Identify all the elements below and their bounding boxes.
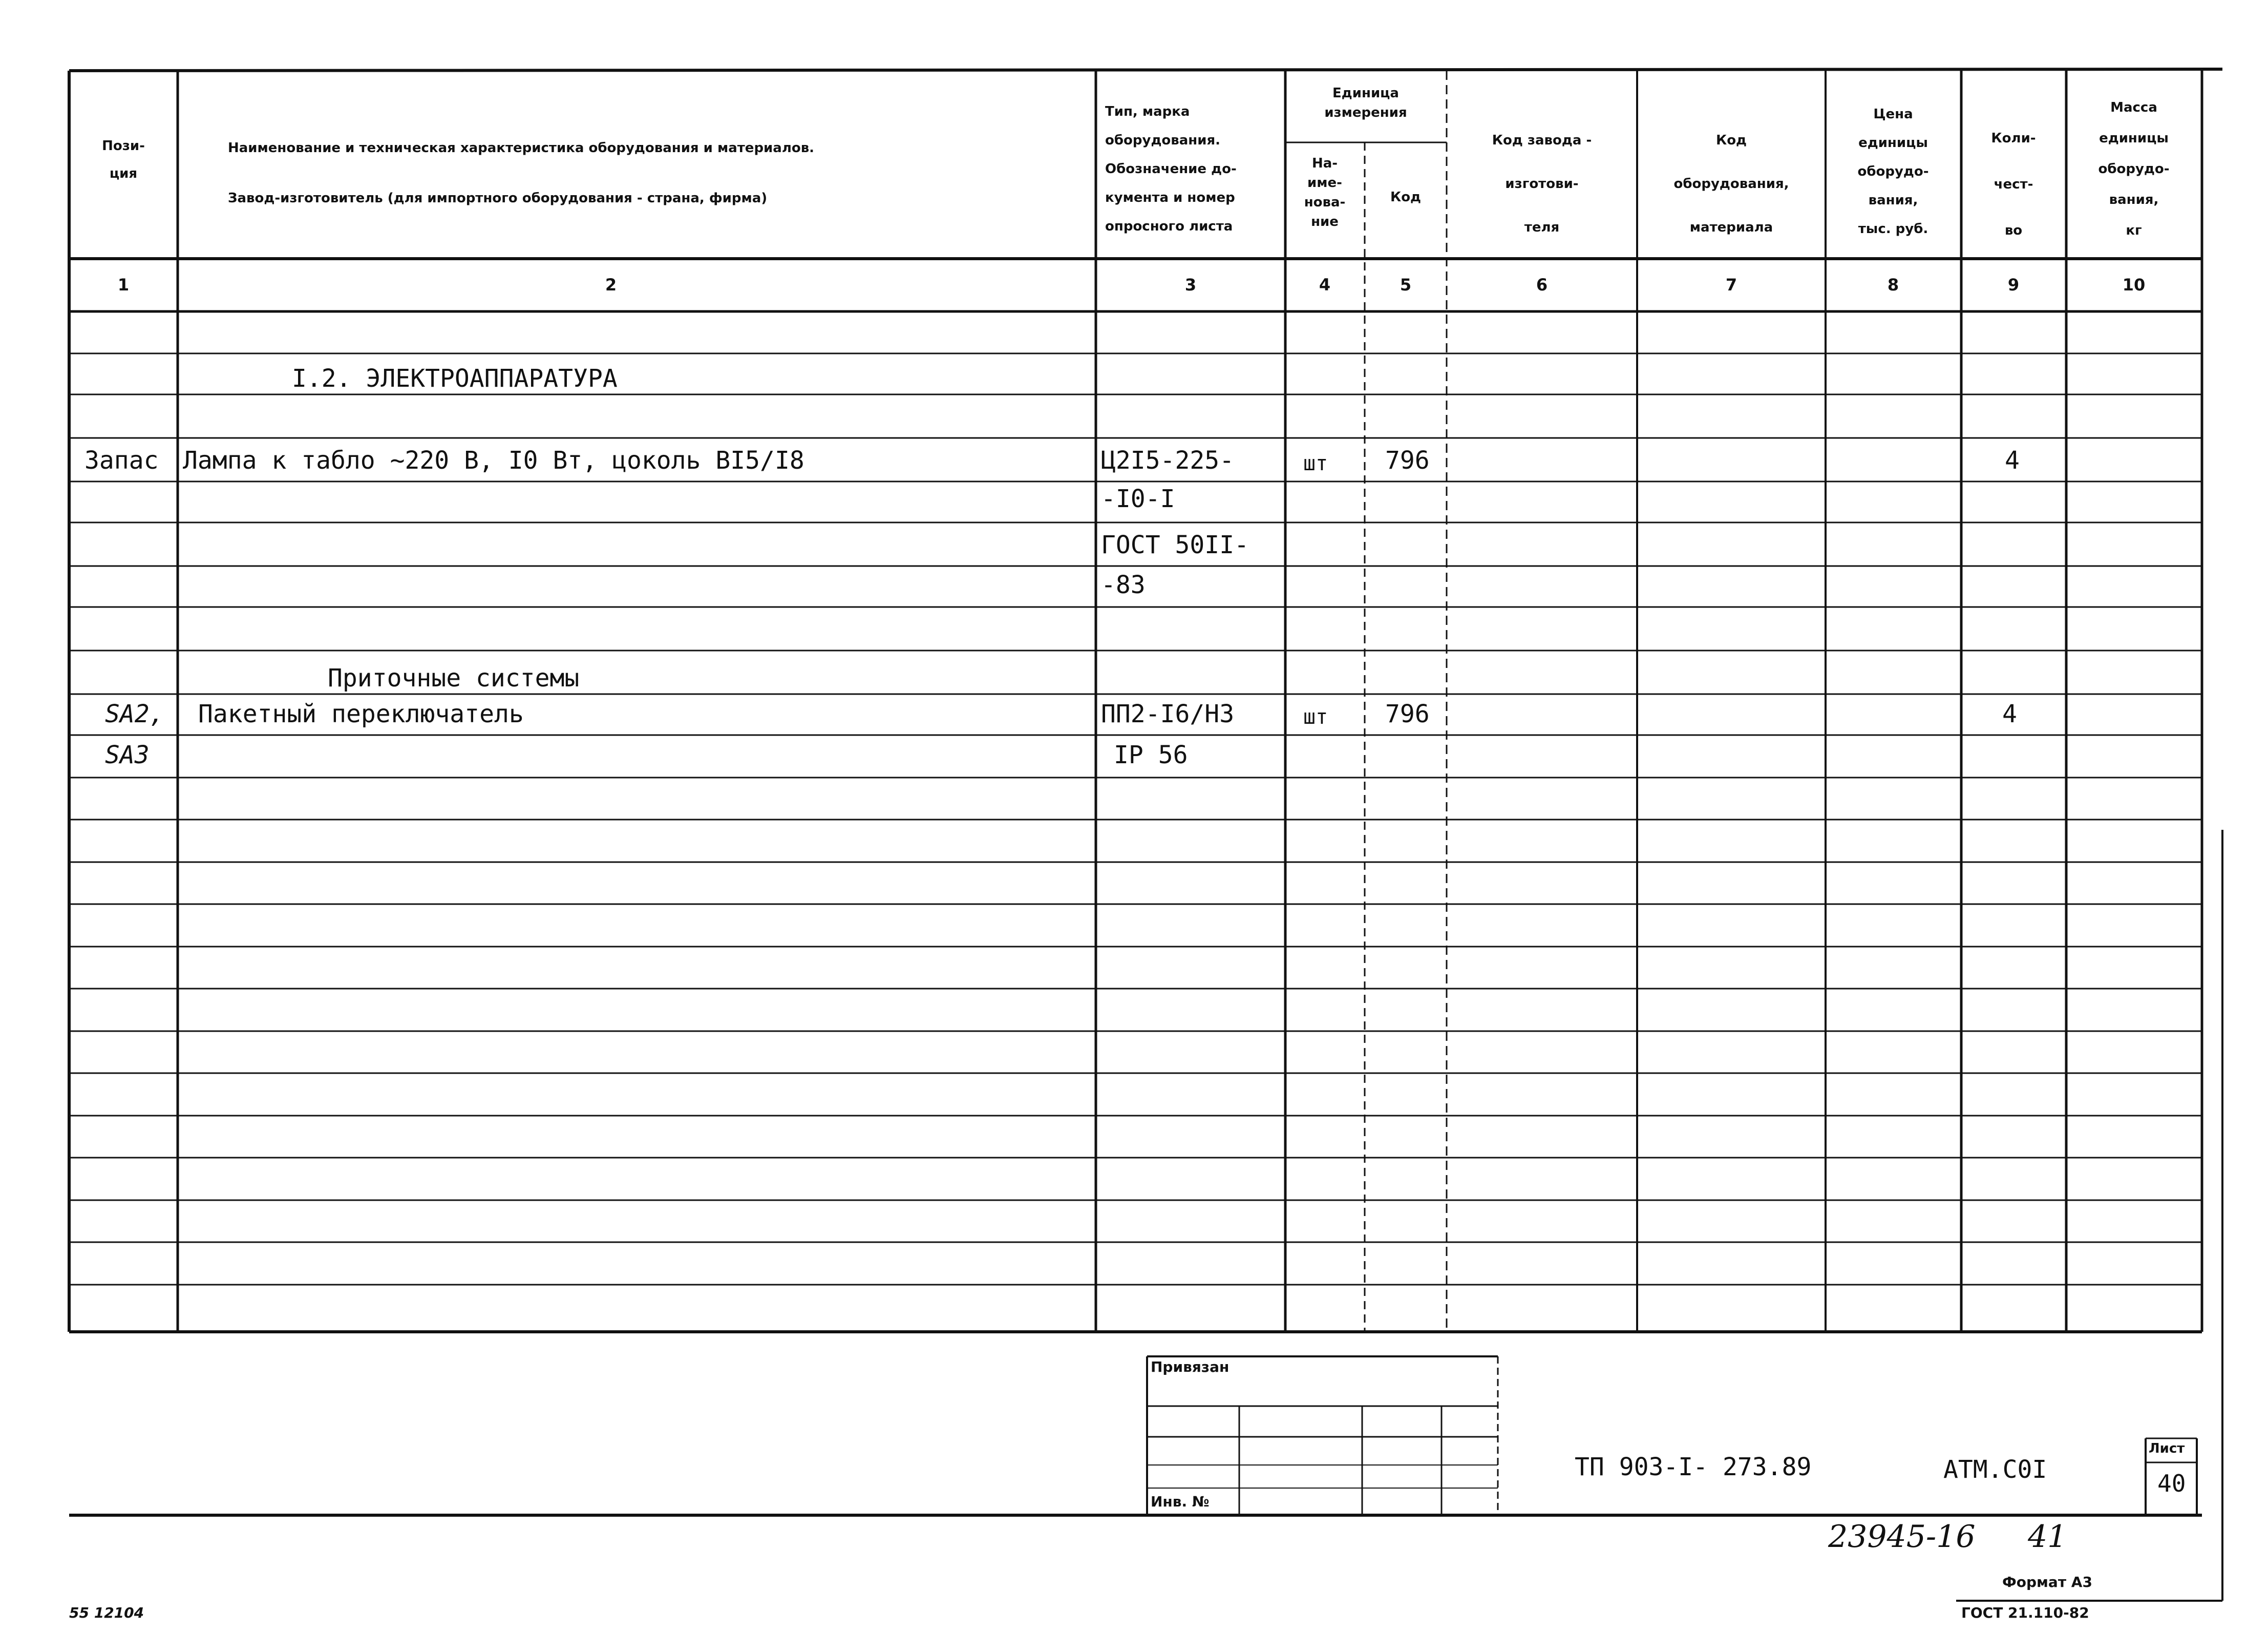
col-number: 8 [1887,275,1899,295]
header-equip-code-line: материала [1689,220,1773,235]
row1-name: Лампа к табло ~220 В, I0 Вт, цоколь BI5/I8 [183,446,804,475]
header-unit-code: Код [1390,190,1422,205]
subsection-title: Приточные системы [328,664,580,693]
row2-code: 796 [1385,700,1430,728]
header-qty-line: чест- [1994,177,2033,192]
header-equip-code [1673,119,1789,249]
row1-code: 796 [1385,446,1430,475]
row1-type: ГОСТ 50II- [1101,531,1249,559]
header-name-line: Завод-изготовитель (для импортного оборудования - страна, фирма) [228,191,768,206]
document-mark: АТМ.С0I [1943,1455,2047,1484]
handwritten-number: 23945-16 [1828,1519,1976,1555]
row1-qty: 4 [2005,446,2020,475]
col-number: 2 [605,275,617,295]
header-price-line: Цена [1873,107,1913,122]
header-factory-line: изготови- [1505,176,1579,192]
gost-label: ГОСТ 21.110-82 [1961,1604,2089,1621]
header-price-line: вания, [1868,193,1918,208]
header-unit-name-line: име- [1307,175,1342,191]
header-position [102,132,145,187]
header-price [1857,100,1928,243]
sheet-number: 40 [2157,1470,2186,1497]
document-code: ТП 903-I- 273.89 [1575,1453,1812,1481]
header-mass-line: единицы [2099,131,2169,146]
header-type-line: Обозначение до- [1105,161,1237,177]
header-name [228,123,814,223]
header-mass-line: оборудо- [2098,161,2170,177]
col-number: 3 [1184,275,1197,295]
header-unit-name-line: нова- [1304,195,1346,210]
header-type-line: оборудования. [1105,133,1221,148]
header-qty [1991,115,2036,254]
row2-type: IP 56 [1114,741,1188,769]
col-number: 9 [2007,275,2020,295]
header-type-line: кумента и номер [1105,190,1235,205]
header-unit-name-line: ние [1311,214,1339,229]
header-factory [1492,119,1592,249]
header-type-line: опросного листа [1105,219,1233,234]
row2-position: SA2, [105,700,164,728]
row1-unit: шт [1303,452,1328,475]
header-unit-name [1304,154,1346,232]
header-position-line: Пози- [102,138,145,154]
row2-qty: 4 [2002,700,2017,728]
col-number: 6 [1536,275,1548,295]
header-equip-code-line: Код [1715,133,1747,148]
row1-type: -I0-I [1101,485,1175,513]
col-number: 4 [1319,275,1331,295]
handwritten-sheet: 41 [2028,1519,2067,1555]
row2-type: ПП2-I6/Н3 [1101,700,1235,728]
header-unit-line: Единица [1332,86,1399,101]
header-qty-line: во [2004,223,2023,238]
header-type [1105,97,1237,241]
col-number: 7 [1725,275,1737,295]
header-equip-code-line: оборудования, [1673,176,1789,192]
header-mass-line: вания, [2109,192,2159,207]
header-mass [2098,92,2169,246]
row2-position: SA3 [105,741,150,769]
col-number: 5 [1400,275,1412,295]
row2-name: Пакетный переключатель [198,700,524,728]
header-unit [1324,83,1407,122]
left-code: 55 12104 [69,1604,144,1621]
section-title: I.2. ЭЛЕКТРОАППАРАТУРА [292,364,618,393]
header-name-line: Наименование и техническая характеристика оборудования и материалов. [228,140,815,156]
header-factory-line: теля [1524,220,1560,235]
header-price-line: единицы [1858,135,1928,151]
header-price-line: тыс. руб. [1858,221,1928,237]
row2-unit: шт [1303,705,1328,729]
inventory-number-label: Инв. № [1151,1493,1210,1510]
header-unit-name-line: На- [1311,156,1338,171]
sheet-label: Лист [2149,1441,2185,1456]
header-price-line: оборудо- [1857,164,1929,179]
header-position-line: ция [109,166,138,181]
linked-label: Привязан [1151,1358,1230,1375]
format-label: Формат А3 [2002,1574,2092,1590]
col-number: 10 [2122,275,2146,295]
header-mass-line: кг [2126,223,2142,238]
col-number: 1 [117,275,130,295]
header-mass-line: Масса [2110,100,2157,115]
row1-type: Ц2I5-225- [1101,446,1235,475]
header-factory-line: Код завода - [1492,133,1592,148]
header-unit-line: измерения [1324,105,1407,120]
header-qty-line: Коли- [1991,131,2036,146]
row1-type: -83 [1101,571,1146,599]
header-type-line: Тип, марка [1105,104,1190,119]
row1-position: Запас [84,446,159,475]
